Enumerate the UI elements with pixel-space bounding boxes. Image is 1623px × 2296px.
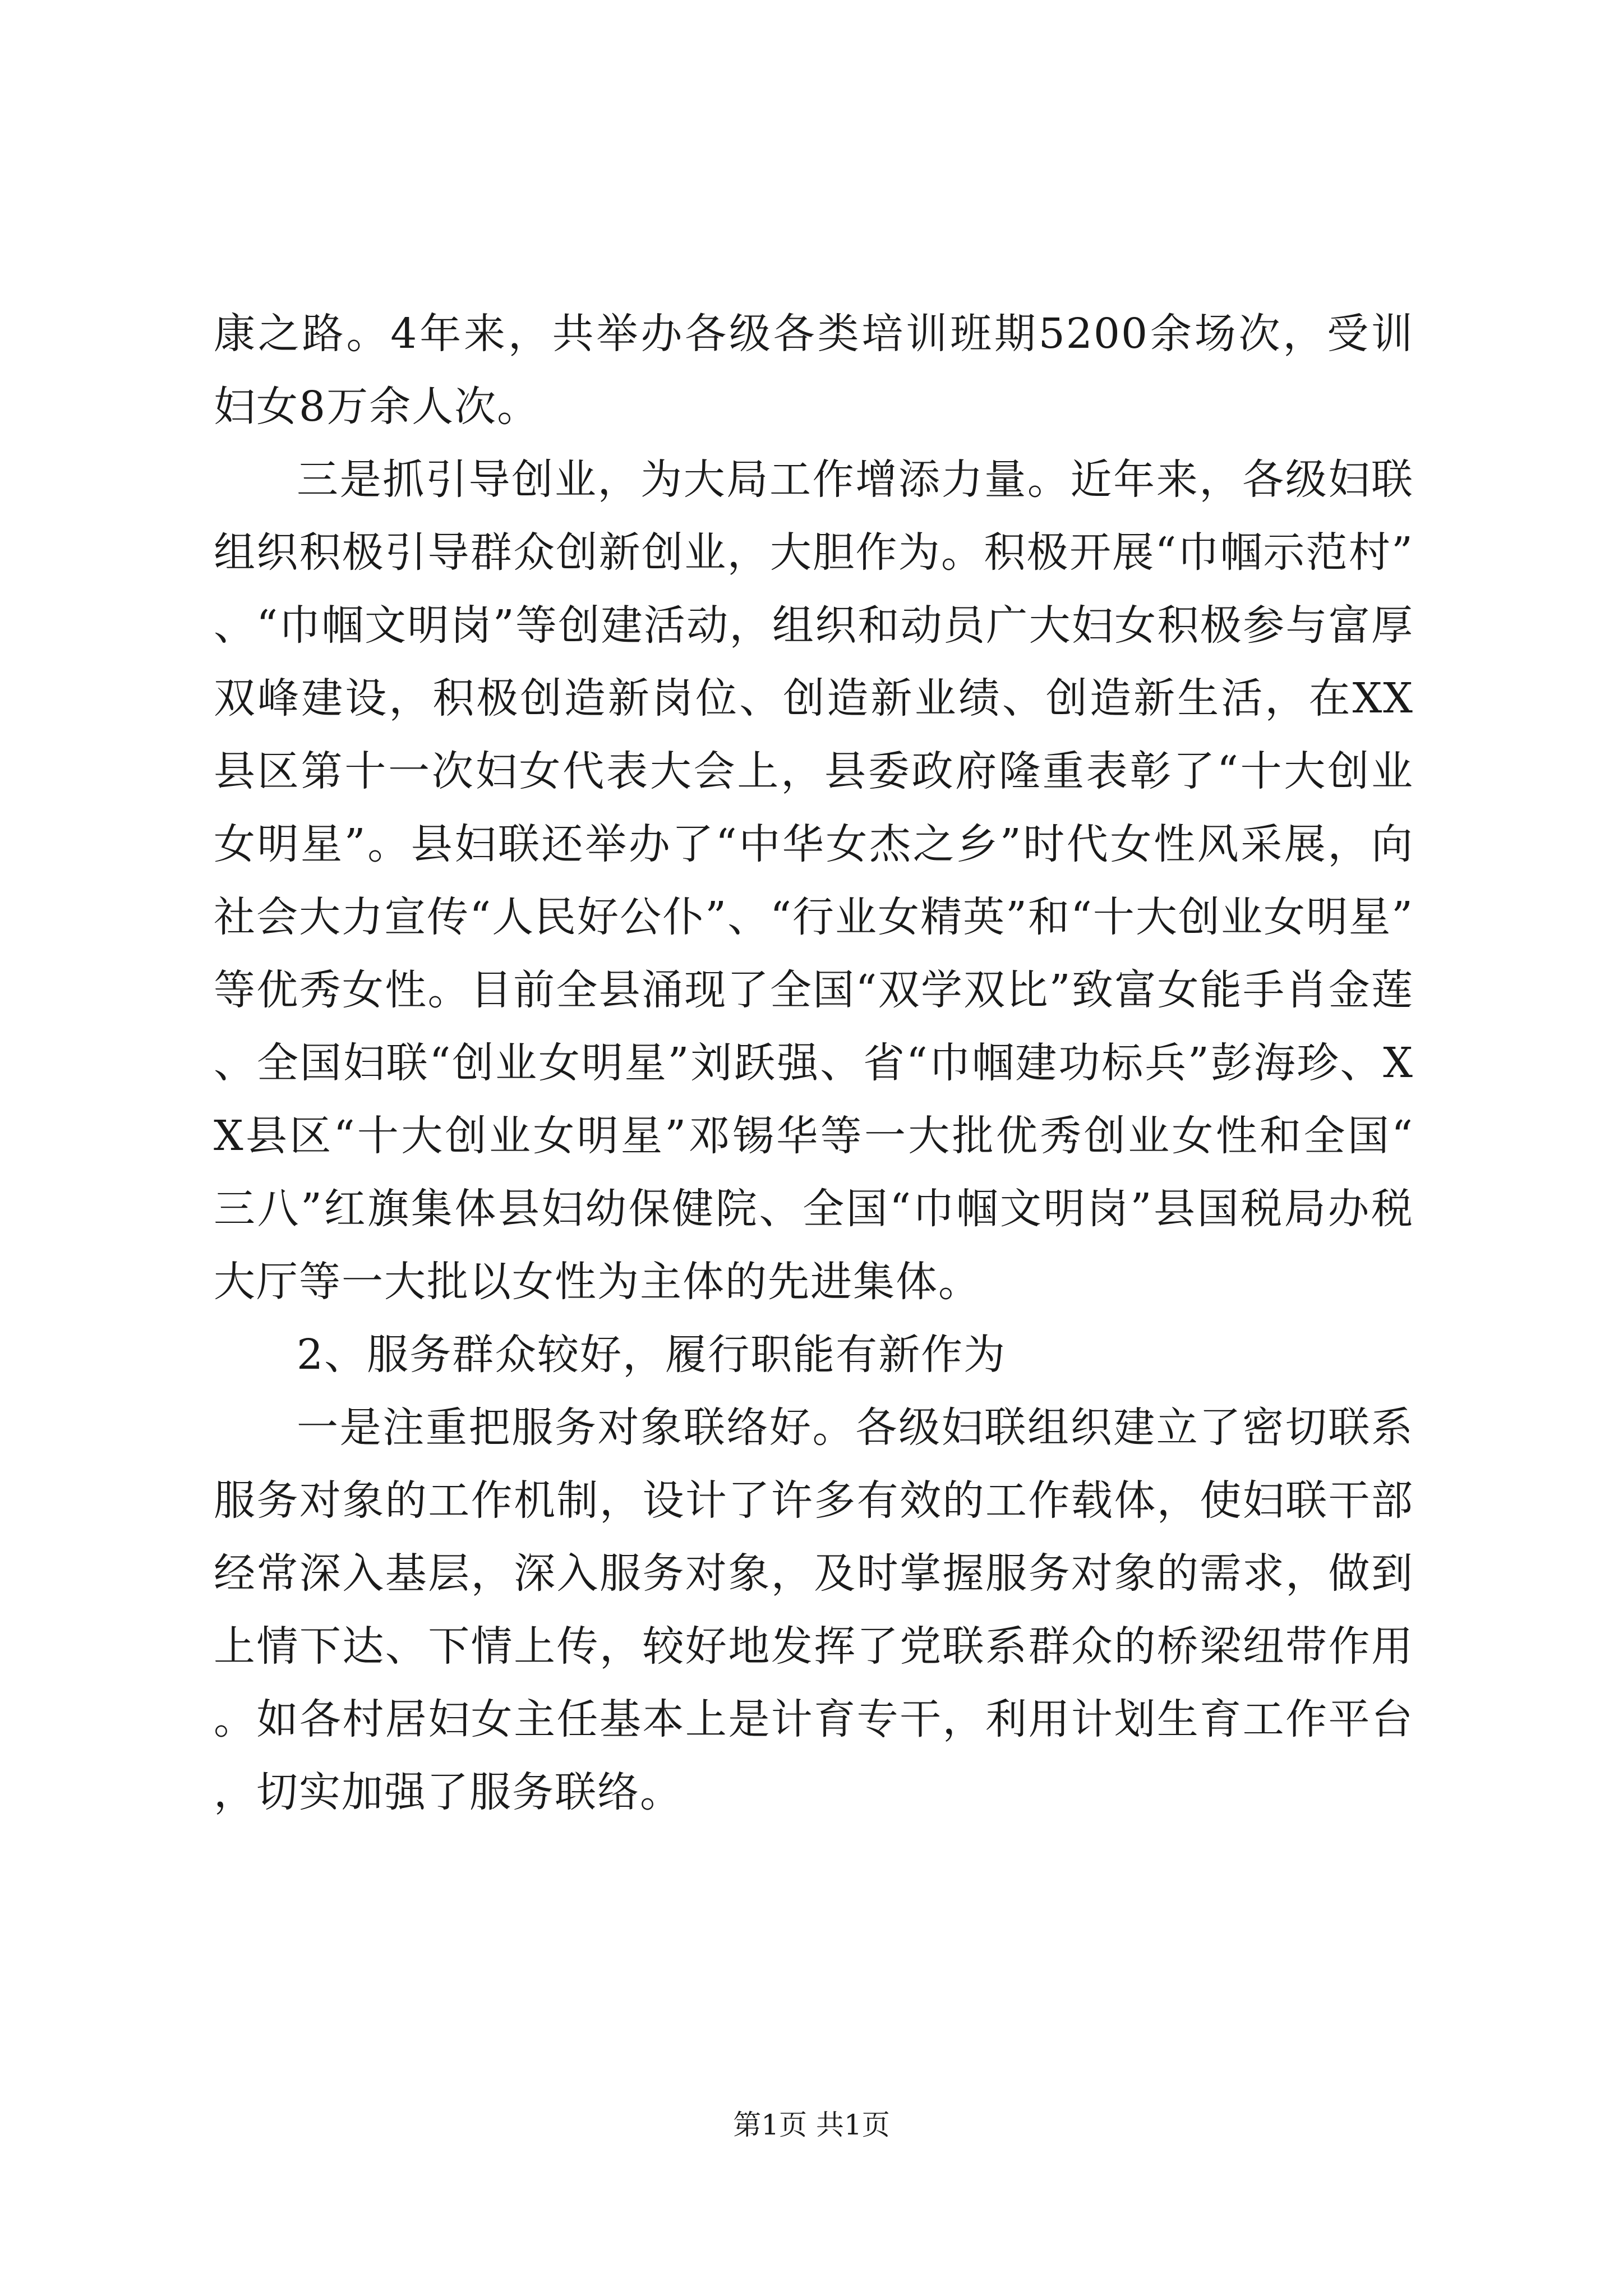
paragraph-3: 一是注重把服务对象联络好。各级妇联组织建立了密切联系服务对象的工作机制，设计了许多有效的工作载体，使妇联干部经常深入基层，深入服务对象，及时掌握服务对象的需求，做到上情下达、下情上传，较好地发挥了党联系群众的桥梁纽带作用。如各村居妇女主任基本上是计育专干，利用计划生育工作平台，切实加强了服务联络。: [214, 1404, 1414, 1816]
section-heading: 2、服务群众较好，履行职能有新作为: [297, 1331, 1007, 1379]
paragraph-1: 康之路。4年来，共举办各级各类培训班期5200余场次，受训妇女8万余人次。: [214, 310, 1414, 431]
page-footer: 第1页 共1页: [733, 2109, 890, 2141]
document-body: [214, 297, 1414, 1829]
paragraph-2: 三是抓引导创业，为大局工作增添力量。近年来，各级妇联组织积极引导群众创新创业，大胆作为。积极开展“巾帼示范村”、“巾帼文明岗”等创建活动，组织和动员广大妇女积极参与富厚双峰建设，积极创造新岗位、创造新业绩、创造新生活，在XX县区第十一次妇女代表大会上，县委政府隆重表彰了“十大创业女明星”。县妇联还举办了“中华女杰之乡”时代女性风采展，向社会大力宣传“人民好公仆”、“行业女精英”和“十大创业女明星”等优秀女性。目前全县涌现了全国“双学双比”致富女能手肖金莲、全国妇联“创业女明星”刘跃强、省“巾帼建功标兵”彭海珍、XX县区“十大创业女明星”邓锡华等一大批优秀创业女性和全国“三八”红旗集体县妇幼保健院、全国“巾帼文明岗”县国税局办税大厅等一大批以女性为主体的先进集体。: [214, 455, 1414, 1306]
